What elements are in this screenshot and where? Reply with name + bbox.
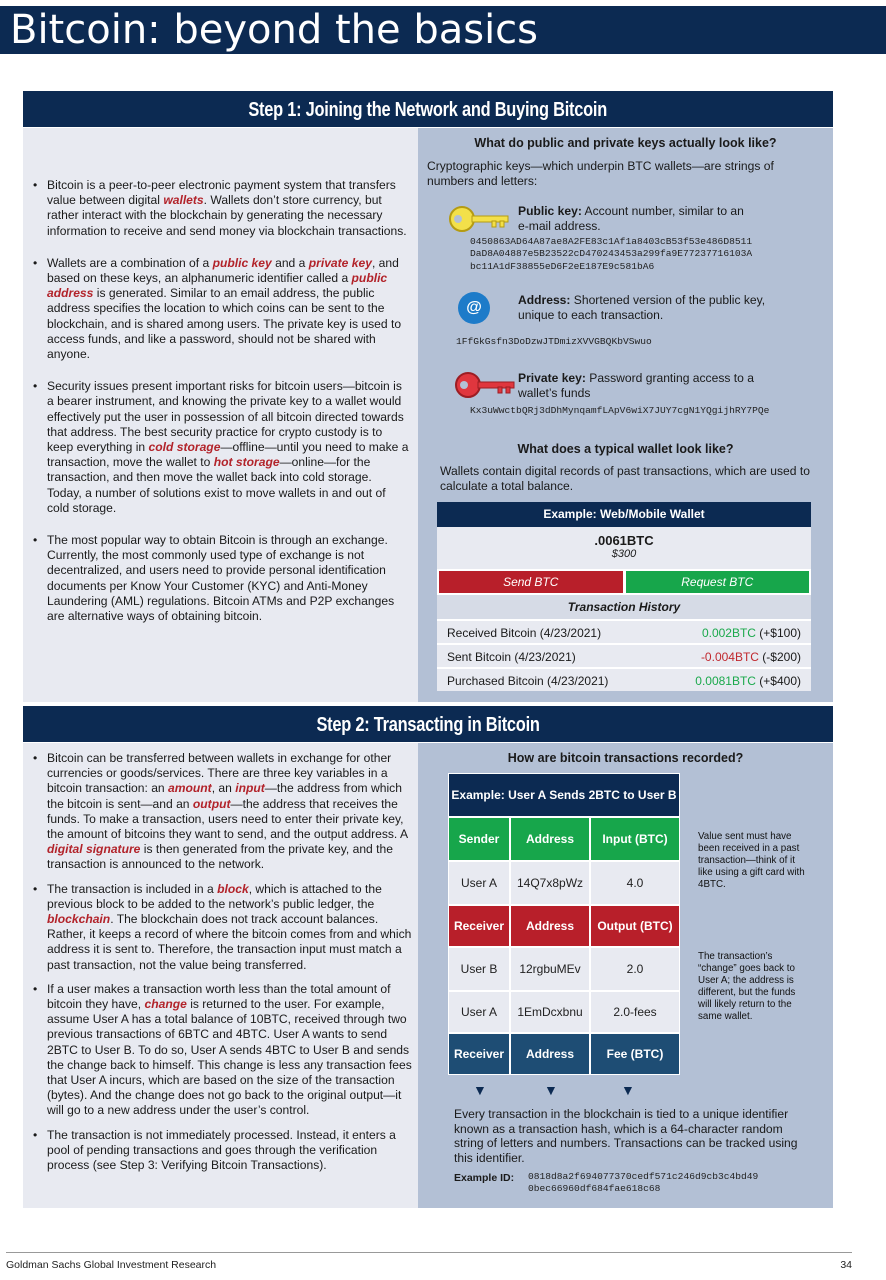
transaction-history-row	[437, 619, 811, 643]
at-sign-icon: @	[458, 292, 490, 324]
down-arrow-icon: ▼	[621, 1082, 635, 1098]
private-key-value: Kx3uWwctbQRj3dDhMynqamfLApV6wiX7JUY7cgN1YQgijhRY7PQe	[470, 405, 770, 416]
highlighted-term: wallets	[163, 193, 204, 208]
bullet-item: • The most popular way to obtain Bitcoin is through an exchange. Currently, the most commonly used type of exchange is not decentralized, and users need to provide personal identification documents per Know Your Customer (KYC) and Anti-Money Laundering (AML) regulations. Bitcoin ATMs and P2P exchanges are alternative ways of obtaining bitcoin.	[33, 533, 409, 624]
keys-heading: What do public and private keys actually look like?	[474, 136, 777, 150]
bullet-item: • Bitcoin is a peer-to-peer electronic payment system that transfers value between digital wallets. Wallets don’t store currency, but rather interact with the blockchain by generating the necessary information to receive and send money via blockchain transactions.	[33, 178, 409, 239]
private-key-desc: Password granting access to a wallet’s funds	[518, 371, 754, 400]
public-key-desc: Account number, similar to an e-mail address.	[518, 204, 744, 233]
bullet-item: • If a user makes a transaction worth less than the total amount of bitcoin they have, change is returned to the user. For example, assume User A has a total balance of 10BTC, received through two previous transactions of 6BTC and 4BTC. User A wants to send 2BTC to User B. To do so, User A sends 4BTC to User B and sends the change back to himself. This change is less any transaction fees that User A incurs, which are based on the size of the transaction (bytes). And the change does not go back to the original output—it will go to a new address under the user’s control.	[33, 982, 413, 1119]
sender-data-row-cell: User A	[448, 861, 510, 905]
step2-title-bar	[23, 706, 833, 742]
note-input: Value sent must have been received in a past transaction—think of it like using a gift card with 4BTC.	[698, 831, 805, 890]
bullet-item: • Security issues present important risks for bitcoin users—bitcoin is a bearer instrument, and knowing the private key to a wallet would effectively put the user in possession of all bitcoin directed towards that address. The best security practice for crypto custody is to keep everything in cold storage—offline—until you need to make a transaction, move the wallet to hot storage—online—for the transaction, and then move the wallet back into cold storage. Today, a number of solutions exist to move wallets in and out of cold storage.	[33, 379, 409, 516]
bullet-item: • The transaction is not immediately processed. Instead, it enters a pool of pending transactions and goes through the verification process (see Step 3: Verifying Bitcoin Transactions).	[33, 1128, 413, 1174]
bullet-item: • Wallets are a combination of a public key and a private key, and based on these keys, an alphanumeric identifier called a public address is generated. Similar to an email address, the public address specifies the location to which coins can be sent to the blockchain, and is shared among users. The private key is used to access funds, and like a password, should not be shared with anyone.	[33, 256, 409, 362]
sender-data-row-cell: 4.0	[590, 861, 680, 905]
address-desc: Shortened version of the public key, unique to each transaction.	[518, 293, 766, 322]
transaction-table-header: Example: User A Sends 2BTC to User B	[448, 773, 680, 817]
wallet-header: Example: Web/Mobile Wallet	[437, 502, 811, 527]
step2-bullet-list	[33, 751, 413, 1173]
fee-header-row-cell: Address	[510, 1033, 590, 1075]
receiver-a-row-cell: 2.0-fees	[590, 991, 680, 1033]
transaction-amount: 0.0081BTC (+$400)	[695, 674, 801, 688]
example-id-label: Example ID:	[454, 1172, 515, 1184]
receiver-b-row-cell: 12rgbuMEv	[510, 947, 590, 991]
transaction-history-list	[437, 619, 811, 691]
receiver-a-row-cell: 1EmDcxbnu	[510, 991, 590, 1033]
transaction-amount: -0.004BTC (-$200)	[700, 650, 801, 664]
private-key-icon	[454, 370, 516, 400]
step1-title-bar	[23, 91, 833, 127]
footer-source: Goldman Sachs Global Investment Research	[6, 1259, 217, 1271]
step2-text-panel	[23, 743, 418, 1208]
wallet-balance: .0061BTC	[594, 533, 654, 548]
highlighted-term: cold storage	[148, 440, 221, 455]
highlighted-term: output	[192, 796, 231, 811]
highlighted-term: block	[217, 881, 249, 896]
sender-header-row-cell: Sender	[448, 817, 510, 861]
transaction-label: Purchased Bitcoin (4/23/2021)	[447, 674, 609, 688]
transaction-history-row	[437, 643, 811, 667]
hash-text: Every transaction in the blockchain is tied to a unique identifier known as a transaction hash, which is a 64-character random string of letters and numbers. Transactions can be tracked using this identifier.	[454, 1107, 798, 1165]
highlighted-term: public key	[212, 255, 272, 270]
transaction-label: Received Bitcoin (4/23/2021)	[447, 626, 602, 640]
step1-text-panel	[23, 128, 418, 702]
receiver-b-row-cell: User B	[448, 947, 510, 991]
address-label: Address:	[518, 293, 571, 307]
down-arrow-icon: ▼	[473, 1082, 487, 1098]
transaction-label: Sent Bitcoin (4/23/2021)	[447, 650, 576, 664]
recorded-heading: How are bitcoin transactions recorded?	[507, 751, 744, 765]
fee-header-row-cell: Fee (BTC)	[590, 1033, 680, 1075]
sender-data-row-cell: 14Q7x8pWz	[510, 861, 590, 905]
private-key-label: Private key:	[518, 371, 586, 385]
step1-bullet-list	[33, 178, 409, 624]
footer	[6, 1252, 852, 1271]
page-title: Bitcoin: beyond the basics	[0, 6, 886, 54]
highlighted-term: input	[235, 781, 265, 796]
wallet-heading: What does a typical wallet look like?	[517, 442, 734, 456]
highlighted-term: public address	[47, 271, 388, 301]
highlighted-term: hot storage	[213, 455, 280, 470]
receiver-header-row-cell: Output (BTC)	[590, 905, 680, 947]
wallet-balance-usd: $300	[611, 548, 637, 560]
sender-header-row-cell: Input (BTC)	[590, 817, 680, 861]
address-value: 1FfGkGsfn3DoDzwJTDmizXVVGBQKbVSwuo	[456, 336, 652, 347]
wallet-intro: Wallets contain digital records of past transactions, which are used to calculate a total balance.	[440, 464, 810, 493]
step2-title: Step 2: Transacting in Bitcoin	[316, 714, 540, 736]
keys-intro: Cryptographic keys—which underpin BTC wallets—are strings of numbers and letters:	[427, 159, 774, 188]
transaction-history-label: Transaction History	[437, 595, 811, 619]
down-arrow-icon: ▼	[544, 1082, 558, 1098]
public-key-value: 0450863AD64A87ae8A2FE83c1Af1a8403cB53f53e486D8511 DaD8A04887e5B23522cD470243453a299fa9E77237716103A bc11A1dF38855eD6F2eE187E9c581bA6	[470, 236, 753, 272]
highlighted-term: digital signature	[47, 842, 141, 857]
transaction-history-row	[437, 667, 811, 691]
fee-header-row-cell: Receiver	[448, 1033, 510, 1075]
public-key-icon	[448, 204, 510, 234]
receiver-a-row-cell: User A	[448, 991, 510, 1033]
highlighted-term: private key	[308, 255, 372, 270]
transaction-amount: 0.002BTC (+$100)	[701, 626, 801, 640]
example-id-value: 0818d8a2f694077370cedf571c246d9cb3c4bd49 0bec66960df684fae618c68	[528, 1171, 759, 1195]
request-btc-button[interactable]: Request BTC	[626, 571, 810, 593]
bullet-item: • Bitcoin can be transferred between wallets in exchange for other currencies or goods/services. There are three key variables in a bitcoin transaction: an amount, an input—the address from which the bitcoin is sent—and an output—the address that receives the funds. To make a transaction, users need to enter their private key, the amount of bitcoins they want to send, and the output address. A digital signature is then generated from the private key, and the transaction is announced to the network.	[33, 751, 413, 873]
receiver-b-row-cell: 2.0	[590, 947, 680, 991]
wallet-example	[437, 502, 811, 691]
receiver-header-row-cell: Address	[510, 905, 590, 947]
highlighted-term: amount	[168, 781, 212, 796]
send-btc-button[interactable]: Send BTC	[439, 571, 623, 593]
public-key-label: Public key:	[518, 204, 582, 218]
page-number: 34	[840, 1259, 852, 1271]
highlighted-term: change	[144, 997, 187, 1012]
step1-title: Step 1: Joining the Network and Buying Bitcoin	[248, 99, 608, 121]
highlighted-term: blockchain	[47, 912, 111, 927]
bullet-item: • The transaction is included in a block, which is attached to the previous block to be added to the network’s public ledger, the blockchain. The blockchain does not track account balances. Rather, it keeps a record of where the bitcoin comes from and which address it is sent to. Therefore, the transaction input must match a past transaction, not the value being transferred.	[33, 882, 413, 973]
sender-header-row-cell: Address	[510, 817, 590, 861]
note-change: The transaction’s “change” goes back to User A; the address is different, but the funds will likely return to the same wallet.	[698, 951, 796, 1022]
receiver-header-row-cell: Receiver	[448, 905, 510, 947]
